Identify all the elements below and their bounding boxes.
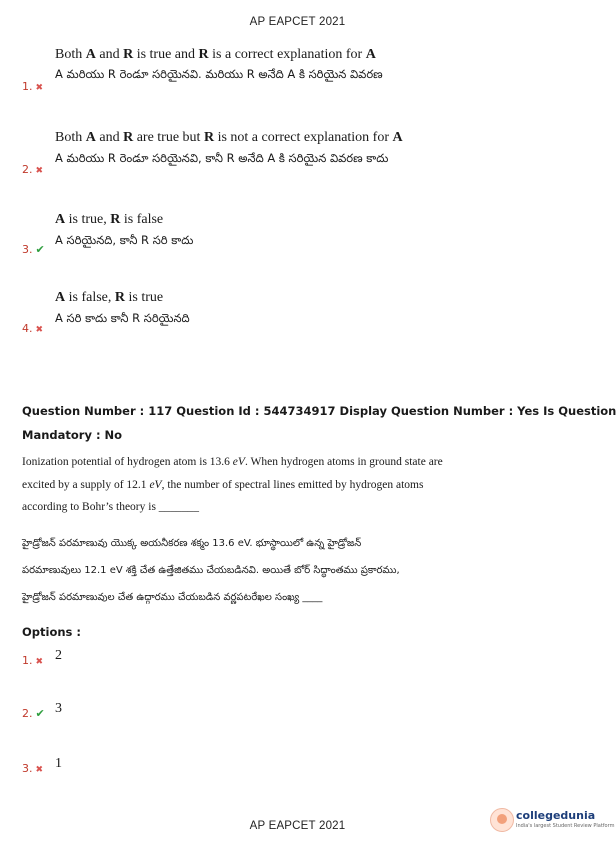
question-text-en-3: according to Bohr’s theory is _______ <box>22 501 200 513</box>
english-text-part: A <box>85 130 96 145</box>
cross-icon: ✖ <box>35 765 44 775</box>
cross-icon: ✖ <box>35 83 44 93</box>
english-text-part: is false <box>120 212 164 227</box>
question-text-en-2-content <box>22 479 423 491</box>
answer-option-3-number <box>22 762 43 775</box>
english-text-part: is a correct explanation for <box>208 47 366 62</box>
english-text-part: R <box>123 130 134 145</box>
answer-option-1-value: 2 <box>55 648 62 663</box>
prev-option-2-number <box>22 163 43 176</box>
check-icon: ✔ <box>35 707 45 720</box>
english-text-part: R <box>203 130 215 145</box>
english-text-part: is false, <box>65 290 115 305</box>
english-text-part: and <box>95 47 124 62</box>
unit-ev: eV <box>149 479 162 491</box>
answer-option-3-value: 1 <box>55 756 62 771</box>
option-number: 1. <box>22 80 33 93</box>
prev-option-3-english <box>55 212 163 228</box>
logo-mascot-icon <box>490 808 514 832</box>
question-text-te-2: పరమాణువులు 12.1 eV శక్తి చేత ఉత్తేజితము చేయబడినవి. అయితే బోర్ సిద్ధాంతము ప్రకారము, <box>22 565 400 576</box>
cross-icon: ✖ <box>35 657 44 667</box>
answer-option-2-value: 3 <box>55 701 62 716</box>
question-text-te-3: హైడ్రోజన్ పరమాణువుల చేత ఉద్గారము చేయబడిన వర్ణపటరేఖల సంఖ్య ____ <box>22 592 323 603</box>
english-text-part: is not a correct explanation for <box>214 130 393 145</box>
prev-option-3-telugu: A సరియైనది, కానీ R సరి కాదు <box>55 233 194 247</box>
question-meta-line-1: Question Number : 117 Question Id : 544734917 Display Question Number : Yes Is Question <box>22 404 616 418</box>
option-number: 4. <box>22 322 33 335</box>
page-footer: AP EAPCET 2021 <box>249 820 346 832</box>
prev-option-4-english <box>55 290 163 306</box>
english-text-part: A <box>55 212 66 227</box>
answer-option-2-number <box>22 707 45 720</box>
prev-option-3-number <box>22 243 45 256</box>
unit-ev: eV <box>232 456 245 468</box>
text-part: , the number of spectral lines emitted by hydrogen atoms <box>161 479 424 491</box>
english-text-part: Both <box>55 130 86 145</box>
prev-option-1-telugu: A మరియు R రెండూ సరియైనవి. మరియు R అనేది A కి సరియైన వివరణ <box>55 67 383 81</box>
english-text-part: are true but <box>133 130 204 145</box>
english-text-part: Both <box>55 47 86 62</box>
english-text-part: A <box>365 47 376 62</box>
english-text-part: A <box>55 290 66 305</box>
text-part: excited by a supply of 12.1 <box>22 479 150 491</box>
option-number: 3. <box>22 243 33 256</box>
question-text-te-1: హైడ్రోజన్ పరమాణువు యొక్క అయనీకరణ శక్మం 13.6 eV. భూస్థాయిలో ఉన్న హైడ్రోజన్ <box>22 538 362 549</box>
check-icon: ✔ <box>35 243 45 256</box>
english-text-part: A <box>85 47 96 62</box>
logo-tagline: India's largest Student Review Platform <box>516 823 615 829</box>
question-meta-line-2: Mandatory : No <box>22 428 123 442</box>
prev-option-1-number <box>22 80 43 93</box>
question-text-en-1 <box>22 456 443 468</box>
text-part: . When hydrogen atoms in ground state are <box>244 456 443 468</box>
cross-icon: ✖ <box>35 325 44 335</box>
prev-option-1-english <box>55 47 376 63</box>
english-text-part: is true <box>125 290 164 305</box>
prev-option-2-english <box>55 130 403 146</box>
collegedunia-logo <box>490 806 615 836</box>
english-text-part: A <box>392 130 403 145</box>
english-text-part: and <box>95 130 124 145</box>
english-text-part: R <box>114 290 126 305</box>
english-text-part: is true, <box>65 212 111 227</box>
english-text-part: R <box>123 47 134 62</box>
answer-option-1-number <box>22 654 43 667</box>
option-number: 3. <box>22 762 33 775</box>
prev-option-4-telugu: A సరి కాదు కానీ R సరియైనది <box>55 311 190 325</box>
prev-option-2-telugu: A మరియు R రెండూ సరియైనవి, కానీ R అనేది A కి సరియైన వివరణ కాదు <box>55 151 389 165</box>
english-text-part: R <box>110 212 121 227</box>
text-part: Ionization potential of hydrogen atom is 13.6 <box>22 456 233 468</box>
options-label: Options : <box>22 625 81 639</box>
english-text-part: R <box>198 47 209 62</box>
question-text-en-2 <box>22 479 423 491</box>
question-text-en-1-content <box>22 456 443 468</box>
option-number: 1. <box>22 654 33 667</box>
english-text-part: is true and <box>133 47 199 62</box>
page-header: AP EAPCET 2021 <box>249 16 346 28</box>
cross-icon: ✖ <box>35 166 44 176</box>
logo-name: collegedunia <box>516 809 596 822</box>
option-number: 2. <box>22 707 33 720</box>
option-number: 2. <box>22 163 33 176</box>
prev-option-4-number <box>22 322 43 335</box>
